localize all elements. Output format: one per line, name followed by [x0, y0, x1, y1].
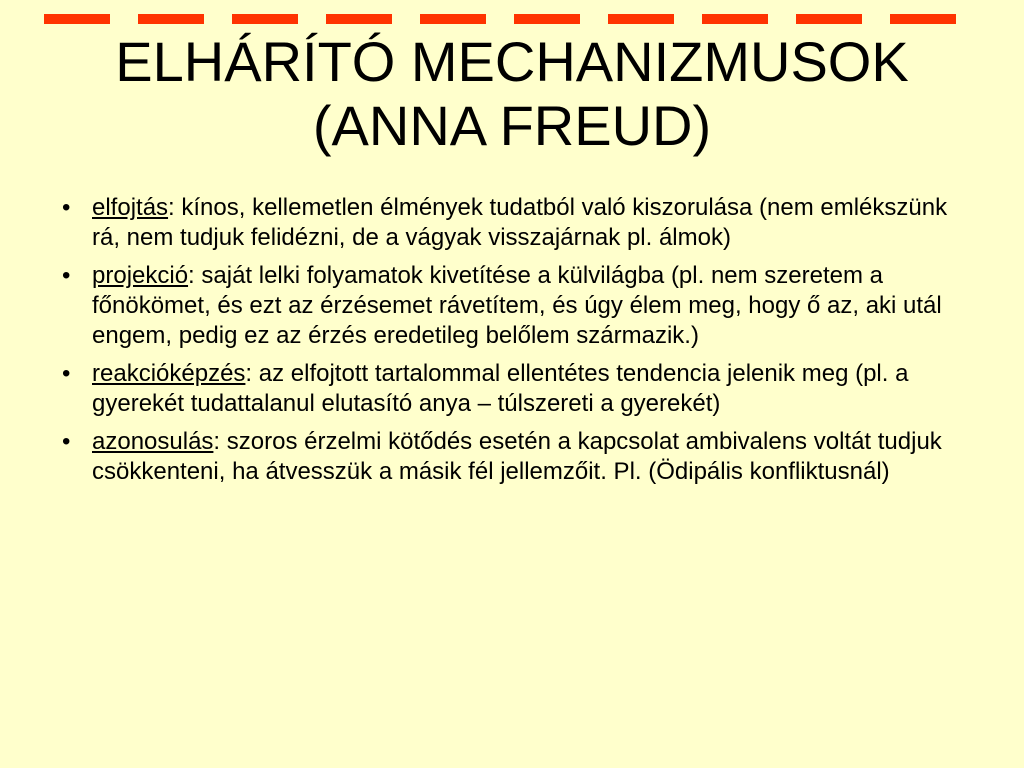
decorative-dash: [232, 14, 298, 24]
bullet-icon: •: [62, 360, 71, 387]
slide-title: [24, 30, 1000, 158]
list-item-elfojtas: [62, 193, 962, 253]
term-label: azonosulás: [92, 428, 214, 455]
term-label: elfojtás: [92, 194, 169, 221]
bullet-icon: •: [62, 428, 71, 455]
decorative-dash: [702, 14, 768, 24]
decorative-dash: [420, 14, 486, 24]
decorative-dash: [326, 14, 392, 24]
bullet-icon: •: [62, 262, 71, 289]
decorative-dash: [608, 14, 674, 24]
decorative-dash-line: [44, 14, 960, 24]
decorative-dash: [890, 14, 956, 24]
slide-title-line-1: ELHÁRÍTÓ MECHANIZMUSOK: [115, 30, 909, 93]
term-description: : kínos, kellemetlen élmények tudatból való kiszorulása (nem emlékszünk rá, nem tudjuk felidézni, de a vágyak visszajárnak pl. álmok): [92, 194, 948, 251]
decorative-dash: [796, 14, 862, 24]
bullet-icon: •: [62, 194, 71, 221]
decorative-dash: [514, 14, 580, 24]
slide-title-line-2: (ANNA FREUD): [312, 94, 712, 157]
bullet-list: [62, 193, 962, 495]
term-description: : szoros érzelmi kötődés esetén a kapcsolat ambivalens voltát tudjuk csökkenteni, ha átvesszük a másik fél jellemzőit. Pl. (Ödipális konfliktusnál): [92, 428, 942, 485]
list-item-projekcio: [62, 261, 962, 351]
term-description: : saját lelki folyamatok kivetítése a külvilágba (pl. nem szeretem a főnökömet, és ezt az érzésemet rávetítem, és úgy élem meg, hogy ő az, aki utál engem, pedig ez az érzés eredetileg belőlem származik.): [92, 262, 942, 349]
term-label: projekció: [92, 262, 189, 289]
term-label: reakcióképzés: [92, 360, 246, 387]
list-item-azonosulas: [62, 427, 962, 487]
decorative-dash: [138, 14, 204, 24]
decorative-dash: [44, 14, 110, 24]
list-item-reakciokepzes: [62, 359, 962, 419]
term-description: : az elfojtott tartalommal ellentétes tendencia jelenik meg (pl. a gyerekét tudattalanul elutasító anya – túlszereti a gyerekét): [92, 360, 909, 417]
